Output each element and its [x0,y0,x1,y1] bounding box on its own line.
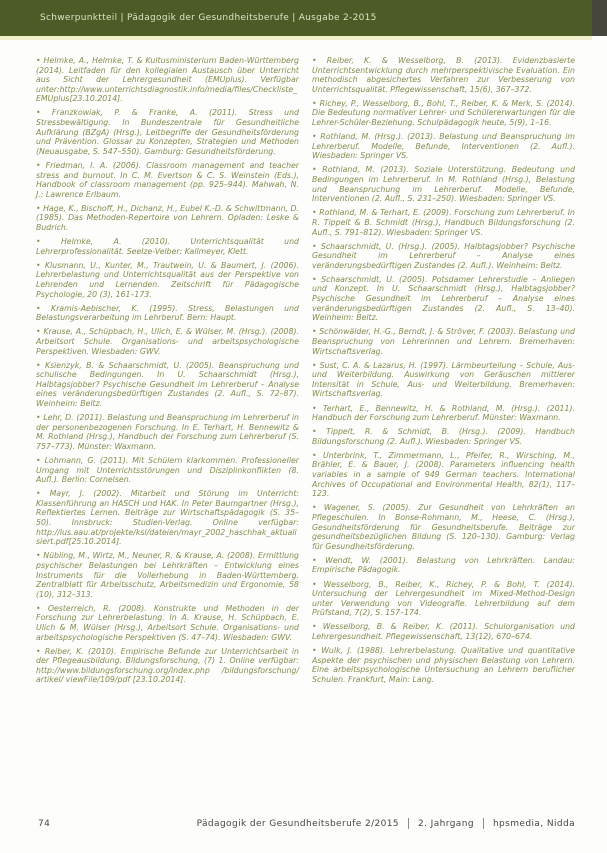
reference-entry: • Sust, C. A. & Lazarus, H. (1997). Lärmbeurteilung – Schule, Aus- und Weiterbildung. Auswirkung von Geräuschen mittlerer Intensität in Schule, Aus- und Weiterbildung. Bremerhaven: Wirtschaftsverlag. [312,361,575,399]
reference-entry: • Wesselborg, B., Reiber, K., Richey, P. & Bohl, T. (2014). Untersuchung der Lehrergesundheit im Mixed-Method-Design unter Verwendung von Videografie. Lehrerbildung auf dem Prüfstand, 7(2), S. 157–174. [312,580,575,618]
header-bar [0,0,607,36]
reference-entry: • Richey, P., Wesselborg, B., Bohl, T., Reiber, K. & Merk, S. (2014). Die Bedeutung normativer Lehrer- und Schülererwartungen für die Lehrer-Schüler-Beziehung. Schulpädagogik heute, 5(9), 1–16. [312,99,575,128]
reference-entry: • Krause, A., Schüpbach, H., Ulich, E. & Wülser, M. (Hrsg.). (2008). Arbeitsort Schule. Organisations- und arbeitspsychologische Perspektiven. Wiesbaden: GWV. [36,327,299,356]
reference-entry: • Franzkowiak, P. & Franke, A. (2011). Stress und Stressbewältigung. In Bundeszentrale für Gesundheitliche Aufklärung (BZgA) (Hrsg.), Leitbegriffe der Gesundheitsförderung und Prävention. Glossar zu Konzepten, Strategien und Methoden (Neuausgabe, S. 547–550). Gamburg: Gesundheitsförderung. [36,108,299,156]
reference-entry: • Rothland, M. (Hrsg.). (2013). Belastung und Beanspruchung im Lehrerberuf. Modelle, Befunde, Interventionen (2. Aufl.). Wiesbaden: Springer VS. [312,132,575,161]
reference-entry: • Friedman, I. A. (2006). Classroom management and teacher stress and burnout. In C. M. Evertson & C. S. Weinstein (Eds.), Handbook of classroom management (pp. 925–944). Mahwah, N. J.: Lawrence Erlbaum. [36,161,299,199]
reference-entry: • Mayr, J. (2002). Mitarbeit und Störung im Unterricht: Klassenführung an HASCH und HAK. In Peter Baumgartner (Hrsg.), Reflektiertes Lernen. Beiträge zur Wirtschaftspädagogik (S. 35–50). Innsbruck: Studien-Verlag. Online verfügbar: http://ius.aau.at/projekte/ksl/dateien/mayr_2002_haschhak_aktualisiert.pdf[25.10.2014]. [36,489,299,547]
footer-separator [408,818,409,829]
reference-entry: • Oesterreich, R. (2008). Konstrukte und Methoden in der Forschung zur Lehrerbelastung. In A. Krause, H. Schüpbach, E. Ulich & M. Wülser (Hrsg.), Arbeitsort Schule. Organisations- und arbeitspsychologische Perspektiven (S. 47–74). Wiesbaden: GWV. [36,604,299,642]
reference-entry: • Reiber, K. & Wesselborg, B. (2013). Evidenzbasierte Unterrichtsentwicklung durch mehrperspektivische Evaluation. Ein methodisch abgesichertes Verfahren zur Verbesserung von Unterrichtsqualität. Pflegewissenschaft, 15(6), 367–372. [312,56,575,94]
reference-entry: • Schönwälder, H.-G., Berndt, J. & Ströver, F. (2003). Belastung und Beanspruchung von Lehrerinnen und Lehrern. Bremerhaven: Wirtschaftsverlag. [312,327,575,356]
page-footer [38,818,575,829]
references-section [36,56,576,690]
reference-entry: • Rothland, M. (2013). Soziale Unterstützung. Bedeutung und Bedingungen im Lehrerberuf. In M. Rothland (Hrsg.), Belastung und Beanspruchung im Lehrerberuf. Modelle, Befunde, Interventionen (2. Aufl., S. 231–250). Wiesbaden: Springer VS. [312,165,575,203]
reference-entry: • Schaarschmidt, U. (2005). Potsdamer Lehrerstudie – Anliegen und Konzept. In U. Schaarschmidt (Hrsg.), Halbtagsjobber? Psychische Gesundheit im Lehrerberuf – Analyse eines veränderungsbedürftigen Zustandes (2. Aufl., S. 13–40). Weinheim: Beltz. [312,275,575,323]
reference-entry: • Hage, K., Bischoff, H., Dichanz, H., Eubel K.-D. & Schwittmann, D. (1985). Das Methoden-Repertoire von Lehrern. Opladen: Leske & Budrich. [36,204,299,233]
reference-entry: • Helmke, A., Helmke, T. & Kultusministerium Baden-Württemberg (2014). Leitfaden für den kollegialen Austausch über Unterricht aus Sicht der Lehrergesundheit (EMUplus). Verfügbar unter:http://www.unterrichtsdiagnostik.info/media/files/Checkliste_EMUplus[23.10.2014]. [36,56,299,104]
reference-entry: • Wendt, W. (2001). Belastung von Lehrkräften. Landau: Empirische Pädagogik. [312,556,575,575]
references-column-left [36,56,299,690]
corner-strip [592,0,607,36]
reference-entry: • Rothland, M. & Terhart, E. (2009). Forschung zum Lehrerberuf. In R. Tippelt & B. Schmidt (Hrsg.), Handbuch Bildungsforschung (2. Aufl., S. 791–812). Wiesbaden: Springer VS. [312,208,575,237]
reference-entry: • Reiber, K. (2010). Empirische Befunde zur Unterrichtsarbeit in der Pflegeausbildung. Bildungsforschung, (7) 1. Online verfügbar: http://www.bildungsforschung.org/index.php /bildungsforschung/ artikel/ viewFile/109/pdf [23.10.2014]. [36,647,299,685]
reference-entry: • Ksienzyk, B. & Schaarschmidt, U. (2005). Beanspruchung und schulische Bedingungen. In U. Schaarschmidt (Hrsg.), Halbtagsjobber? Psychische Gesundheit im Lehrerberuf – Analyse eines veränderungsbedürftigen Zustandes (2. Aufl., S. 72–87). Weinheim: Beltz. [36,361,299,409]
reference-entry: • Unterbrink, T., Zimmermann, L., Pfeifer, R., Wirsching, M., Brähler, E. & Bauer, J. (2008). Parameters influencing health variables in a sample of 949 German teachers. International Archives of Occupational and Environmental Health, 82(1), 117–123. [312,451,575,499]
header-title: Schwerpunktteil | Pädagogik der Gesundheitsberufe | Ausgabe 2-2015 [40,13,377,23]
reference-entry: • Lohmann, G. (2011). Mit Schülern klarkommen. Professioneller Umgang mit Unterrichtsstörungen und Disziplinkonflikten (8. Aufl.). Berlin: Cornelsen. [36,456,299,485]
reference-entry: • Helmke, A. (2010). Unterrichtsqualität und Lehrerprofessionalität. Seelze-Velber: Kallmeyer, Klett. [36,237,299,256]
references-column-right [312,56,575,690]
reference-entry: • Wagener, S. (2005). Zur Gesundheit von Lehrkräften an Pflegeschulen. In Bonse-Rohmann, M., Heese, C. (Hrsg.), Gesundheitsförderung für Gesundheitsberufe. Beiträge zur gesundheitsbezüglichen Bildung (S. 120–130). Gamburg: Verlag für Gesundheitsförderung. [312,503,575,551]
reference-entry: • Wesselborg, B. & Reiber, K. (2011). Schulorganisation und Lehrergesundheit. Pflegewissenschaft, 13(12), 670–674. [312,622,575,641]
reference-entry: • Tippelt, R. & Schmidt, B. (Hrsg.). (2009). Handbuch Bildungsforschung (2. Aufl.). Wiesbaden: Springer VS. [312,427,575,446]
reference-entry: • Wulk, J. (1988). Lehrerbelastung. Qualitative und quantitative Aspekte der psychischen und physischen Belastung von Lehrern. Eine arbeitspsychologische Untersuchung an Lehrern beruflicher Schulen. Frankfurt, Main: Lang. [312,646,575,684]
footer-publisher: hpsmedia, Nidda [492,818,575,829]
footer-separator [483,818,484,829]
footer-journal: Pädagogik der Gesundheitsberufe 2/2015 [196,818,400,829]
reference-entry: • Schaarschmidt, U. (Hrsg.). (2005). Halbtagsjobber? Psychische Gesundheit im Lehrerberuf – Analyse eines veränderungsbedürftigen Zustandes (2. Aufl.). Weinheim: Beltz. [312,242,575,271]
reference-entry: • Lehr, D. (2011). Belastung und Beanspruchung im Lehrerberuf in der personenbezogenen Forschung. In E. Terhart, H. Bennewitz & M. Rothland (Hrsg.), Handbuch der Forschung zum Lehrerberuf (S. 757–773). Münster: Waxmann. [36,413,299,451]
reference-entry: • Kramis-Aebischer, K. (1995). Stress, Belastungen und Belastungsverarbeitung im Lehrberuf. Bern: Haupt. [36,304,299,323]
reference-entry: • Nübling, M., Wirtz, M., Neuner, R. & Krause, A. (2008). Ermittlung psychischer Belastungen bei Lehrkräften – Entwicklung eines Instruments für die Vollerhebung in Baden-Württemberg. Zentralblatt für Arbeitsschutz, Arbeitsmedizin und Ergonomie, 58 (10), 312–313. [36,551,299,599]
footer-journal-line [197,818,575,829]
footer-volume: 2. Jahrgang [418,818,474,829]
header-underline [0,36,592,40]
page-number: 74 [38,818,51,829]
reference-entry: • Terhart, E., Bennewitz, H. & Rothland, M. (Hrsg.). (2011). Handbuch der Forschung zum Lehrerberuf. Münster: Waxmann. [312,404,575,423]
reference-entry: • Klusmann, U., Kunter, M., Trautwein, U. & Baumert, J. (2006). Lehrerbelastung und Unterrichtsqualität aus der Perspektive von Lehrenden und Lernenden. Zeitschrift für Pädagogische Psychologie, 20 (3), 161–173. [36,261,299,299]
